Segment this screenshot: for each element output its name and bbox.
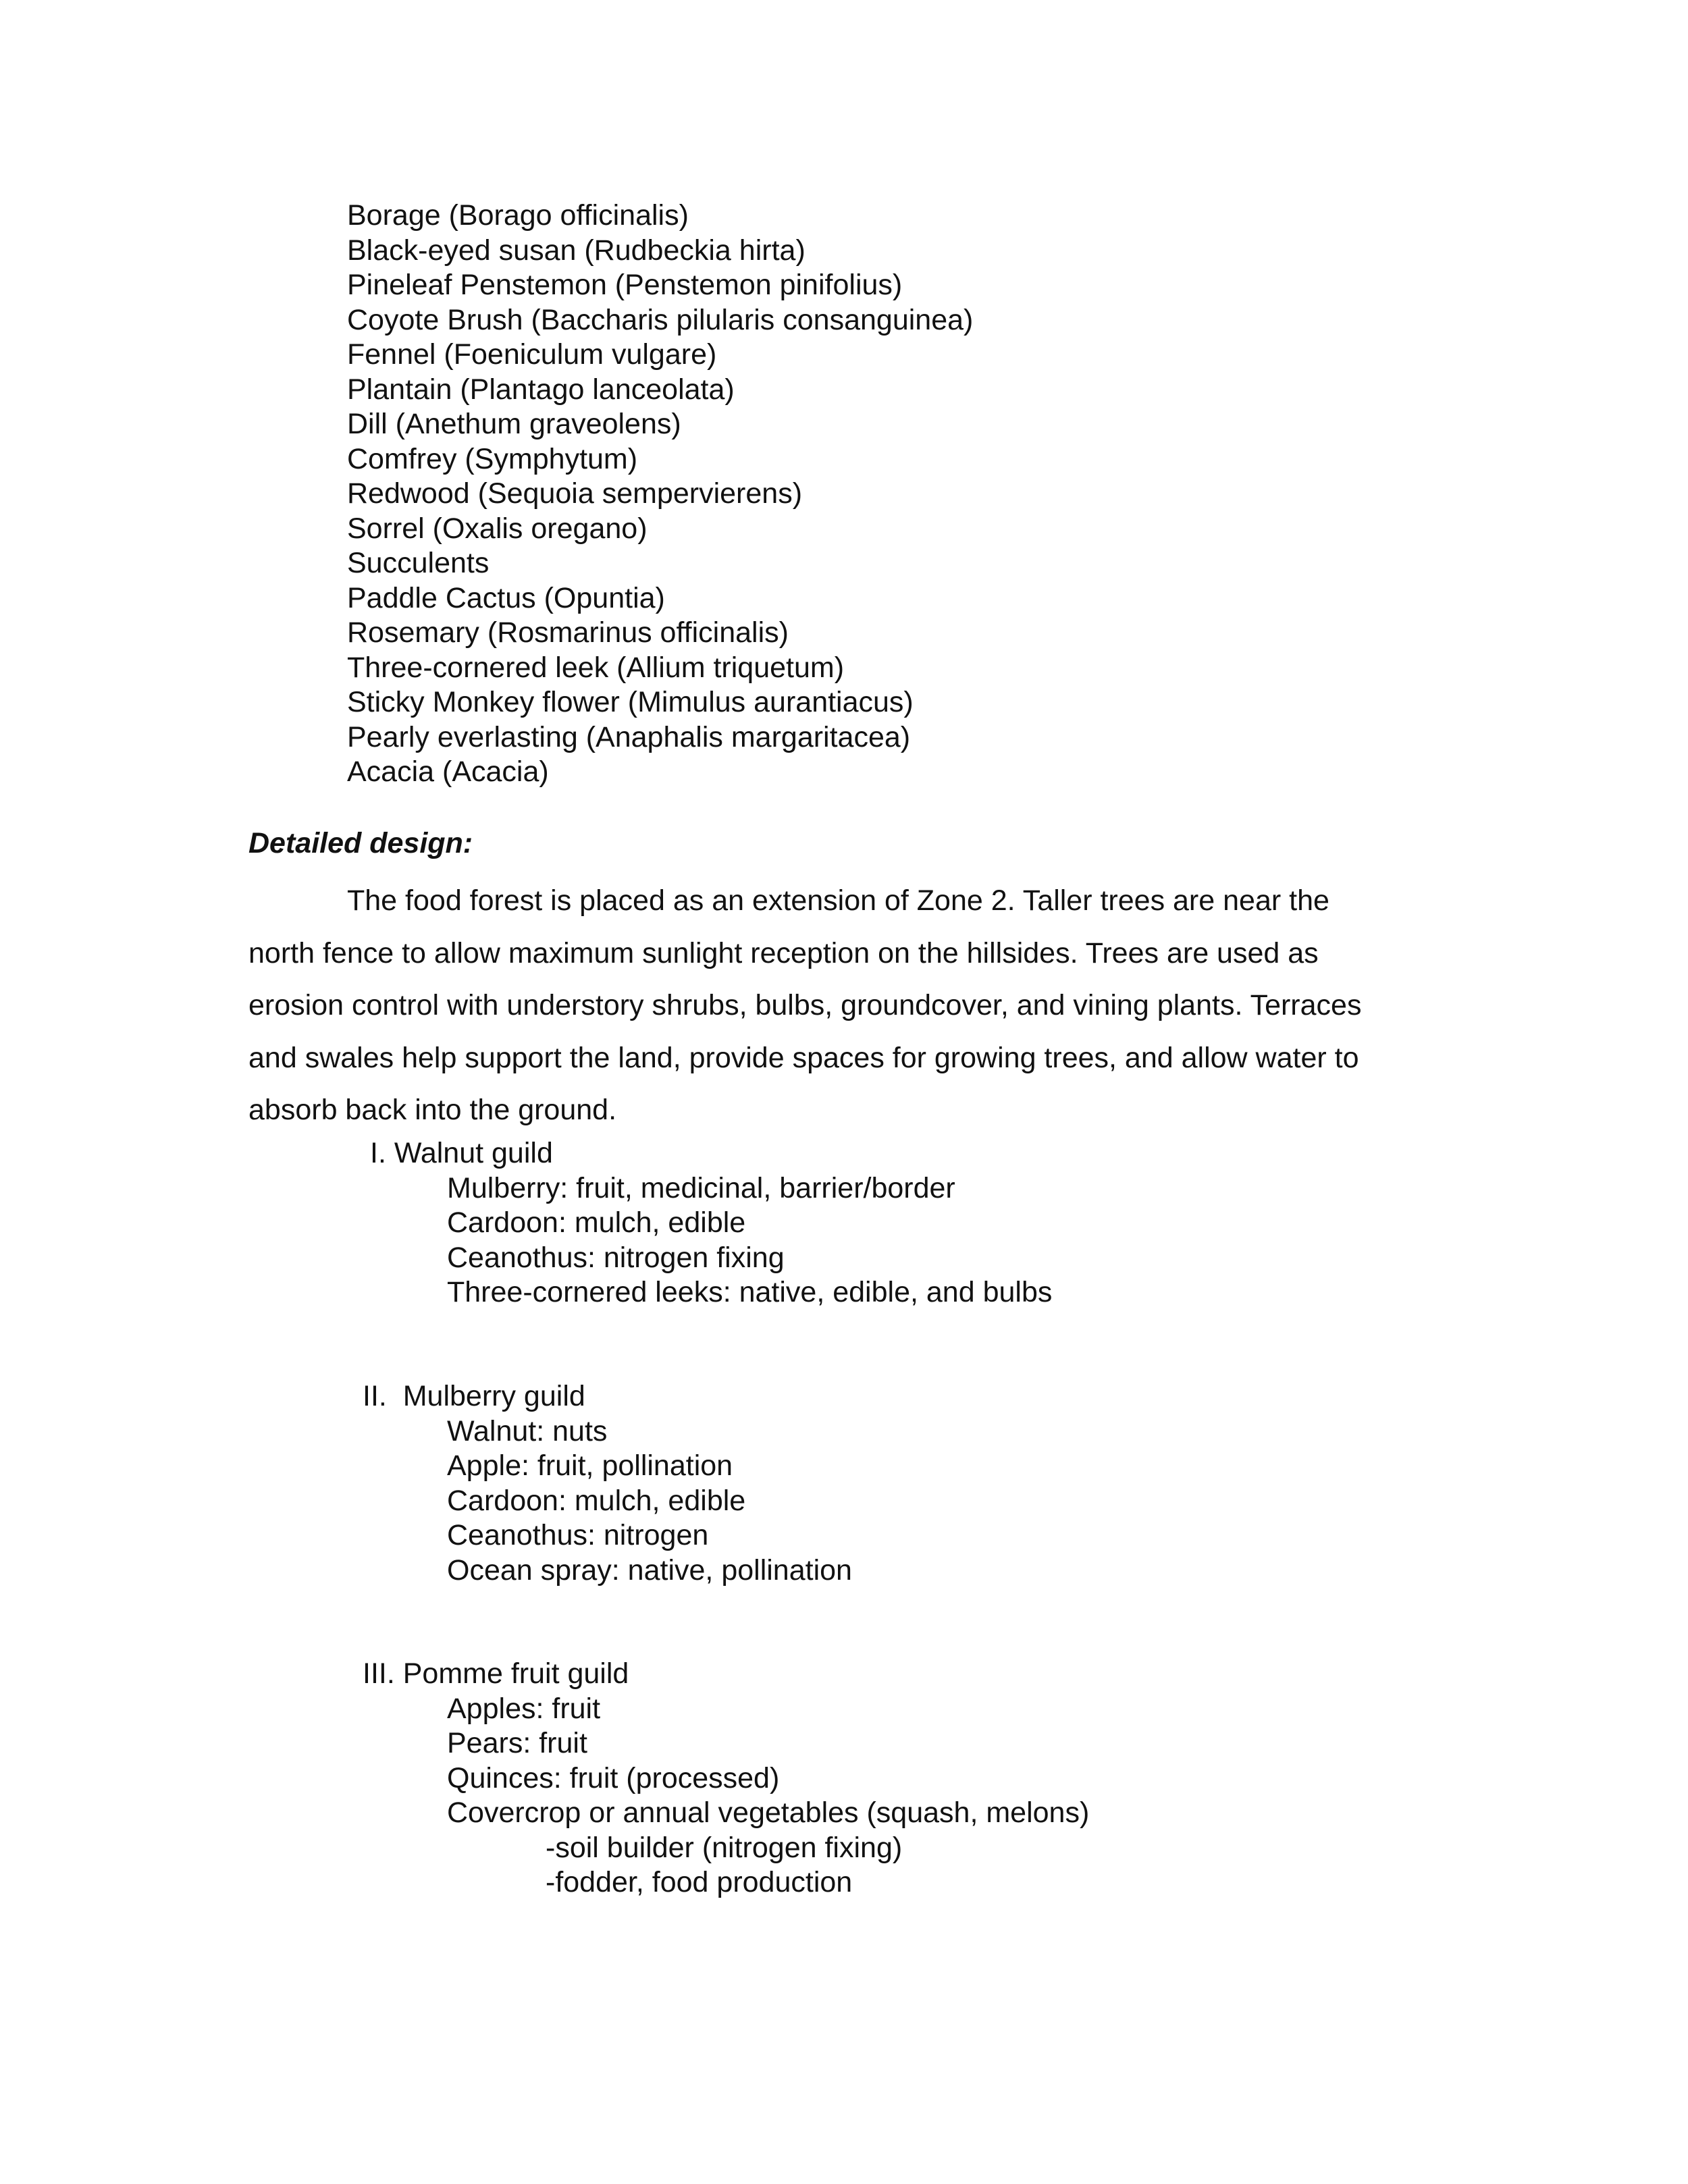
list-item: Dill (Anethum graveolens) <box>347 408 681 440</box>
list-item: Three-cornered leeks: native, edible, and bulbs <box>447 1276 1053 1308</box>
guild-item-list <box>447 1692 1089 1900</box>
sub-item-list <box>447 1831 1089 1900</box>
list-item: Black-eyed susan (Rudbeckia hirta) <box>347 234 806 267</box>
paragraph-line: erosion control with understory shrubs, bulbs, groundcover, and vining plants. Terraces <box>248 989 1362 1021</box>
list-item: Ocean spray: native, pollination <box>447 1553 852 1587</box>
list-item: Covercrop or annual vegetables (squash, melons) <box>447 1796 1090 1829</box>
guild-title: I. Walnut guild <box>370 1137 553 1169</box>
guild-title: III. Pomme fruit guild <box>363 1657 629 1690</box>
list-item: Quinces: fruit (processed) <box>447 1761 780 1794</box>
list-item: Acacia (Acacia) <box>347 755 549 788</box>
guild-item-list <box>447 1414 852 1589</box>
list-item: Sorrel (Oxalis oregano) <box>347 512 648 545</box>
paragraph-line: and swales help support the land, provide spaces for growing trees, and allow water to <box>248 1041 1359 1074</box>
list-item: Succulents <box>347 547 490 579</box>
guild-item-list <box>447 1171 1052 1310</box>
paragraph-line: The food forest is placed as an extension of Zone 2. Taller trees are near the <box>347 884 1329 917</box>
design-paragraph <box>248 875 1437 1137</box>
list-item: Walnut: nuts <box>447 1414 608 1447</box>
list-item: Paddle Cactus (Opuntia) <box>347 581 665 614</box>
list-item: Three-cornered leek (Allium triquetum) <box>347 651 845 684</box>
list-item: -fodder, food production <box>546 1866 853 1898</box>
list-item: Apple: fruit, pollination <box>447 1449 733 1482</box>
paragraph-line: north fence to allow maximum sunlight reception on the hillsides. Trees are used as <box>248 936 1319 969</box>
plant-list <box>347 198 973 790</box>
list-item: Pineleaf Penstemon (Penstemon pinifolius) <box>347 269 903 301</box>
guild-title: II. Mulberry guild <box>363 1380 585 1412</box>
paragraph-line: absorb back into the ground. <box>248 1094 617 1126</box>
list-item: Cardoon: mulch, edible <box>447 1484 746 1517</box>
list-item: Sticky Monkey flower (Mimulus aurantiacus) <box>347 686 914 718</box>
list-item: Rosemary (Rosmarinus officinalis) <box>347 616 789 649</box>
list-item: Redwood (Sequoia sempervierens) <box>347 477 803 510</box>
list-item: Cardoon: mulch, edible <box>447 1206 746 1239</box>
list-item: Comfrey (Symphytum) <box>347 442 638 475</box>
list-item: Fennel (Foeniculum vulgare) <box>347 338 717 371</box>
list-item: Borage (Borago officinalis) <box>347 199 689 232</box>
list-item: Mulberry: fruit, medicinal, barrier/border <box>447 1171 955 1204</box>
list-item: Pearly everlasting (Anaphalis margaritacea) <box>347 720 911 753</box>
list-item: Ceanothus: nitrogen fixing <box>447 1241 785 1274</box>
list-item: Plantain (Plantago lanceolata) <box>347 373 735 406</box>
section-heading: Detailed design: <box>248 827 473 859</box>
list-item: Pears: fruit <box>447 1727 587 1759</box>
list-item: Coyote Brush (Baccharis pilularis consanguinea) <box>347 303 974 336</box>
list-item: Ceanothus: nitrogen <box>447 1519 709 1551</box>
sub-list-container <box>447 1831 1089 1900</box>
list-item: -soil builder (nitrogen fixing) <box>546 1831 903 1864</box>
list-item: Apples: fruit <box>447 1692 601 1725</box>
